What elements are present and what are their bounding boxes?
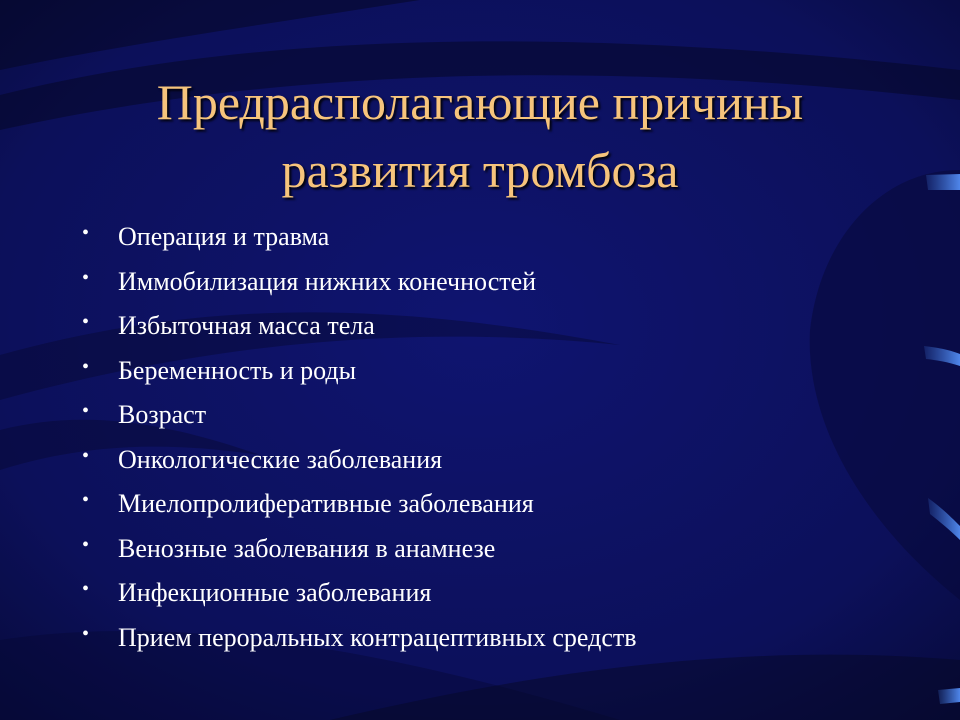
- list-item-text: Миелопролиферативные заболевания: [118, 489, 534, 518]
- accent-stripe-4: [938, 688, 960, 704]
- bullet-icon: •: [82, 622, 90, 645]
- bullet-icon: •: [82, 489, 90, 511]
- list-item-text: Венозные заболевания в анамнезе: [118, 533, 496, 563]
- bullet-icon: •: [82, 533, 90, 556]
- list-item-text: Онкологические заболевания: [118, 444, 443, 474]
- list-item: [82, 616, 902, 661]
- causes-list: [82, 215, 902, 660]
- list-item-text: Беременность и роды: [118, 355, 357, 385]
- list-item: [82, 215, 902, 260]
- bullet-icon: •: [82, 266, 90, 289]
- bullet-icon: •: [82, 578, 90, 600]
- list-item: [82, 260, 902, 305]
- accent-stripe-1: [926, 174, 960, 190]
- list-item: [82, 571, 902, 616]
- list-item-text: Инфекционные заболевания: [118, 578, 432, 607]
- bullet-icon: •: [82, 311, 90, 333]
- bullet-icon: •: [82, 222, 90, 244]
- bullet-icon: •: [82, 355, 90, 378]
- list-item: [82, 393, 902, 438]
- list-item-text: Иммобилизация нижних конечностей: [118, 266, 537, 296]
- list-item: [82, 438, 902, 483]
- list-item: [82, 349, 902, 394]
- list-item-text: Операция и травма: [118, 222, 330, 251]
- slide-title: [60, 68, 900, 204]
- title-line-1: Предрасполагающие причины: [156, 74, 804, 130]
- list-item: [82, 304, 902, 349]
- bullet-icon: •: [82, 444, 90, 467]
- list-item: [82, 527, 902, 572]
- list-item-text: Возраст: [118, 400, 207, 429]
- list-item-text: Избыточная масса тела: [118, 311, 375, 340]
- bullet-icon: •: [82, 400, 90, 422]
- list-item-text: Прием пероральных контрацептивных средств: [118, 622, 637, 652]
- list-item: [82, 482, 902, 527]
- title-line-2: развития тромбоза: [281, 142, 679, 198]
